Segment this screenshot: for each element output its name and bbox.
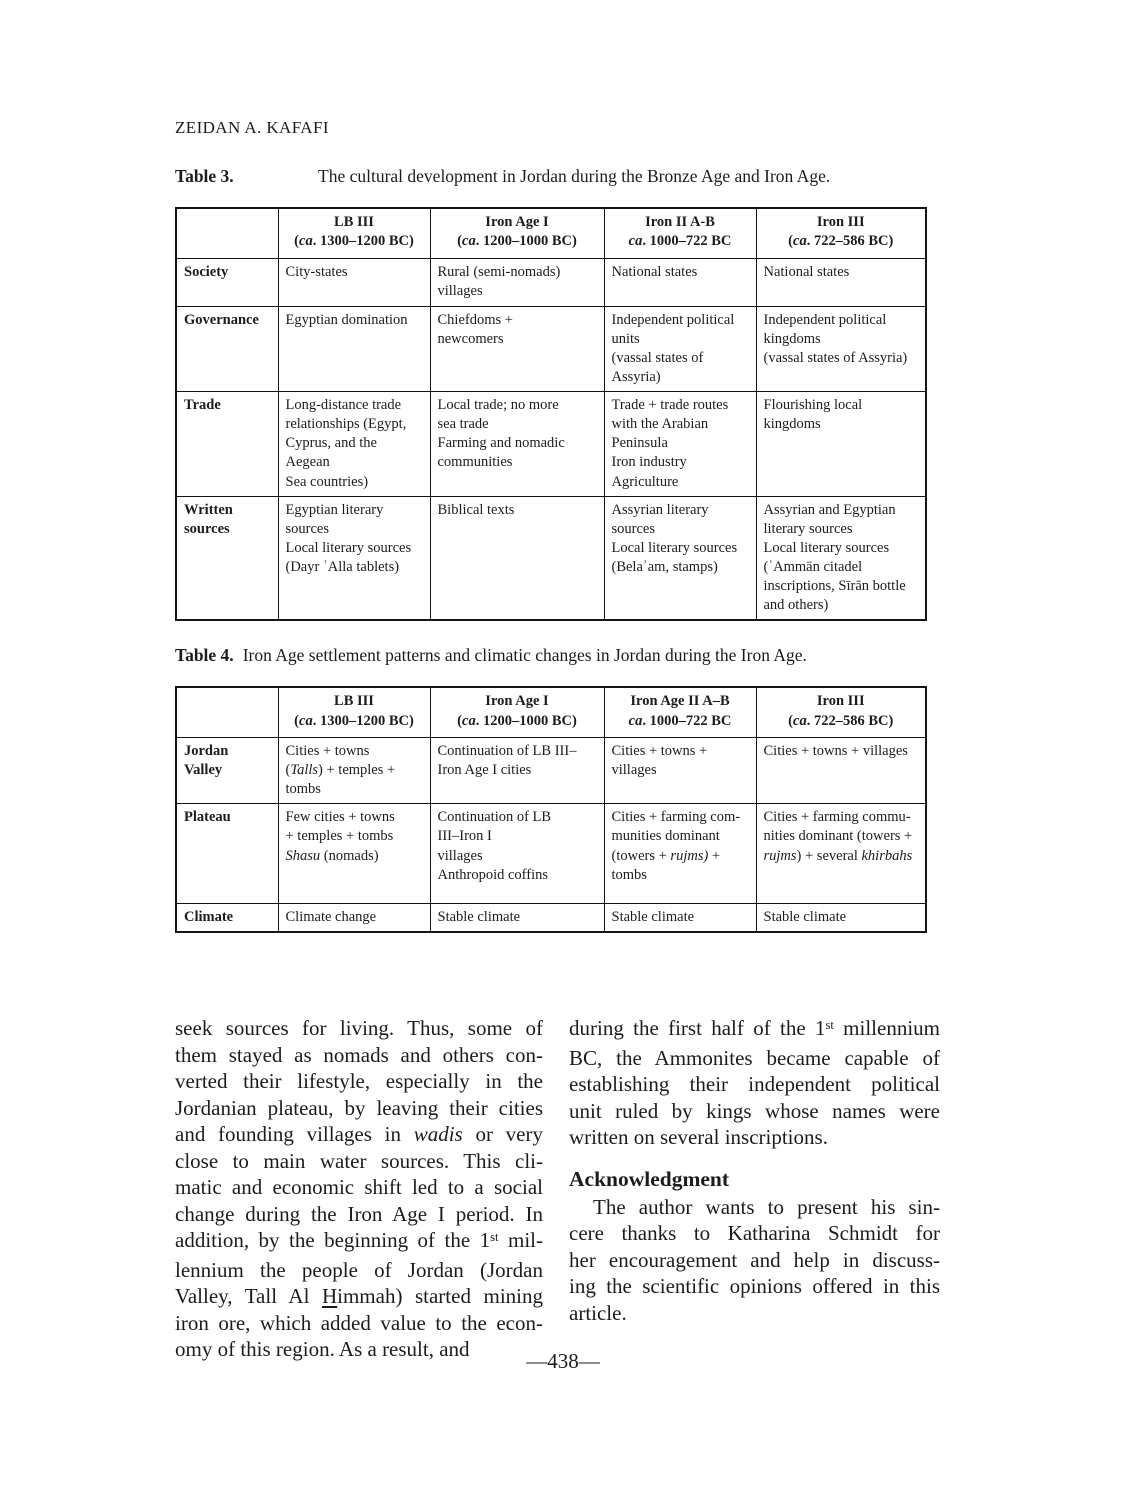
table-cell: National states (604, 258, 756, 306)
table-4-header-row (176, 687, 926, 737)
table-3-column-header: Iron III (ca. 722–586 BC) (756, 208, 926, 258)
text-line: cere thanks to Katharina Schmidt for (569, 1221, 940, 1246)
text-line: unit ruled by kings whose names were (569, 1098, 940, 1123)
text-line: seek sources for living. Thus, some of (175, 1016, 543, 1041)
table-cell: Egyptian literary sources Local literary sources (Dayr ʿAlla tablets) (278, 496, 430, 620)
text-line: Jordanian plateau, by leaving their cities (175, 1095, 543, 1120)
table-cell: Continuation of LB III–Iron I villages Anthropoid coffins (430, 804, 604, 904)
table-3-row-written-sources (176, 496, 926, 620)
running-head: ZEIDAN A. KAFAFI (175, 118, 329, 137)
text-line: matic and economic shift led to a social (175, 1175, 543, 1200)
table-cell: Trade + trade routes with the Arabian Peninsula Iron industry Agriculture (604, 392, 756, 497)
text-line: The author wants to present his sin- (593, 1194, 940, 1219)
table-cell: Continuation of LB III– Iron Age I cities (430, 737, 604, 803)
table-cell: Assyrian literary sources Local literary sources (Belaʾam, stamps) (604, 496, 756, 620)
table-3-corner-cell (176, 208, 278, 258)
text-line: omy of this region. As a result, and (175, 1337, 470, 1362)
table-cell: Assyrian and Egyptian literary sources Local literary sources (ʿAmmān citadel inscriptions, Sīrān bottle and others) (756, 496, 926, 620)
table-3-caption (175, 166, 1126, 187)
table-cell: Cities + towns + villages (604, 737, 756, 803)
text-line: and founding villages in wadis or very (175, 1122, 543, 1147)
right-column (569, 1015, 940, 1363)
table-cell: Biblical texts (430, 496, 604, 620)
table-cell: National states (756, 258, 926, 306)
table-4-column-header: LB III (ca. 1300–1200 BC) (278, 687, 430, 737)
table-3-row-society (176, 258, 926, 306)
table-3-header-row (176, 208, 926, 258)
table-4-column-header: Iron Age II A–B ca. 1000–722 BC (604, 687, 756, 737)
table-cell: Independent political kingdoms (vassal states of Assyria) (756, 306, 926, 392)
acknowledgment-heading: Acknowledgment (569, 1166, 730, 1191)
text-line: them stayed as nomads and others con- (175, 1042, 543, 1067)
text-line: Valley, Tall Al Himmah) started mining (175, 1284, 543, 1309)
page-number: —438— (526, 1349, 600, 1373)
row-header: Governance (176, 306, 278, 392)
text-line: iron ore, which added value to the econ- (175, 1310, 543, 1335)
table-cell: Few cities + towns + temples + tombs Shasu (nomads) (278, 804, 430, 904)
table-cell: Egyptian domination (278, 306, 430, 392)
table-cell: City-states (278, 258, 430, 306)
text-line: lennium the people of Jordan (Jordan (175, 1257, 543, 1282)
body-text (175, 1015, 1126, 1363)
text-line: written on several inscriptions. (569, 1125, 828, 1150)
row-header: Written sources (176, 496, 278, 620)
table-cell: Cities + towns (Talls) + temples + tombs (278, 737, 430, 803)
table-cell: Independent political units (vassal states of Assyria) (604, 306, 756, 392)
text-line: change during the Iron Age I period. In (175, 1201, 543, 1226)
text-line: BC, the Ammonites became capable of (569, 1045, 940, 1070)
text-line: close to main water sources. This cli- (175, 1148, 543, 1173)
text-line: establishing their independent political (569, 1072, 940, 1097)
table-cell: Cities + farming com- munities dominant (towers + rujms) + tombs (604, 804, 756, 904)
table-3 (175, 207, 927, 621)
table-4-caption-label: Table 4. (175, 645, 234, 666)
table-cell: Stable climate (756, 904, 926, 933)
table-4-column-header: Iron Age I (ca. 1200–1000 BC) (430, 687, 604, 737)
table-3-caption-label: Table 3. (175, 166, 234, 186)
table-3-column-header: LB III (ca. 1300–1200 BC) (278, 208, 430, 258)
table-4-corner-cell (176, 687, 278, 737)
text-line: verted their lifestyle, especially in the (175, 1069, 543, 1094)
row-header: Plateau (176, 804, 278, 904)
table-4-column-header: Iron III (ca. 722–586 BC) (756, 687, 926, 737)
table-cell: Flourishing local kingdoms (756, 392, 926, 497)
row-header: Society (176, 258, 278, 306)
table-3-row-governance (176, 306, 926, 392)
table-cell: Cities + farming commu- nities dominant (towers + rujms) + several khirbahs (756, 804, 926, 904)
table-cell: Climate change (278, 904, 430, 933)
text-line: addition, by the beginning of the 1st mil- (175, 1228, 544, 1253)
table-3-caption-text: The cultural development in Jordan during the Bronze Age and Iron Age. (318, 166, 831, 186)
left-column (175, 1015, 543, 1363)
table-3-column-header: Iron Age I (ca. 1200–1000 BC) (430, 208, 604, 258)
row-header: Trade (176, 392, 278, 497)
table-cell: Chiefdoms + newcomers (430, 306, 604, 392)
row-header: Jordan Valley (176, 737, 278, 803)
table-3-column-header: Iron II A-B ca. 1000–722 BC (604, 208, 756, 258)
table-4-caption-text: Iron Age settlement patterns and climatic changes in Jordan during the Iron Age. (242, 645, 807, 666)
table-4-row-climate (176, 904, 926, 933)
table-cell: Cities + towns + villages (756, 737, 926, 803)
text-line: ing the scientific opinions offered in this (569, 1274, 940, 1299)
text-line: during the first half of the 1st millennium (569, 1016, 941, 1041)
table-4 (175, 686, 927, 933)
table-4-row-plateau (176, 804, 926, 904)
table-cell: Local trade; no more sea trade Farming and nomadic communities (430, 392, 604, 497)
table-4-row-jordan-valley (176, 737, 926, 803)
table-cell: Long-distance trade relationships (Egypt, Cyprus, and the Aegean Sea countries) (278, 392, 430, 497)
row-header: Climate (176, 904, 278, 933)
text-line: article. (569, 1300, 627, 1325)
table-3-row-trade (176, 392, 926, 497)
table-cell: Stable climate (604, 904, 756, 933)
text-line: her encouragement and help in discuss- (569, 1247, 940, 1272)
table-cell: Rural (semi-nomads) villages (430, 258, 604, 306)
table-cell: Stable climate (430, 904, 604, 933)
table-4-caption (175, 645, 1126, 666)
